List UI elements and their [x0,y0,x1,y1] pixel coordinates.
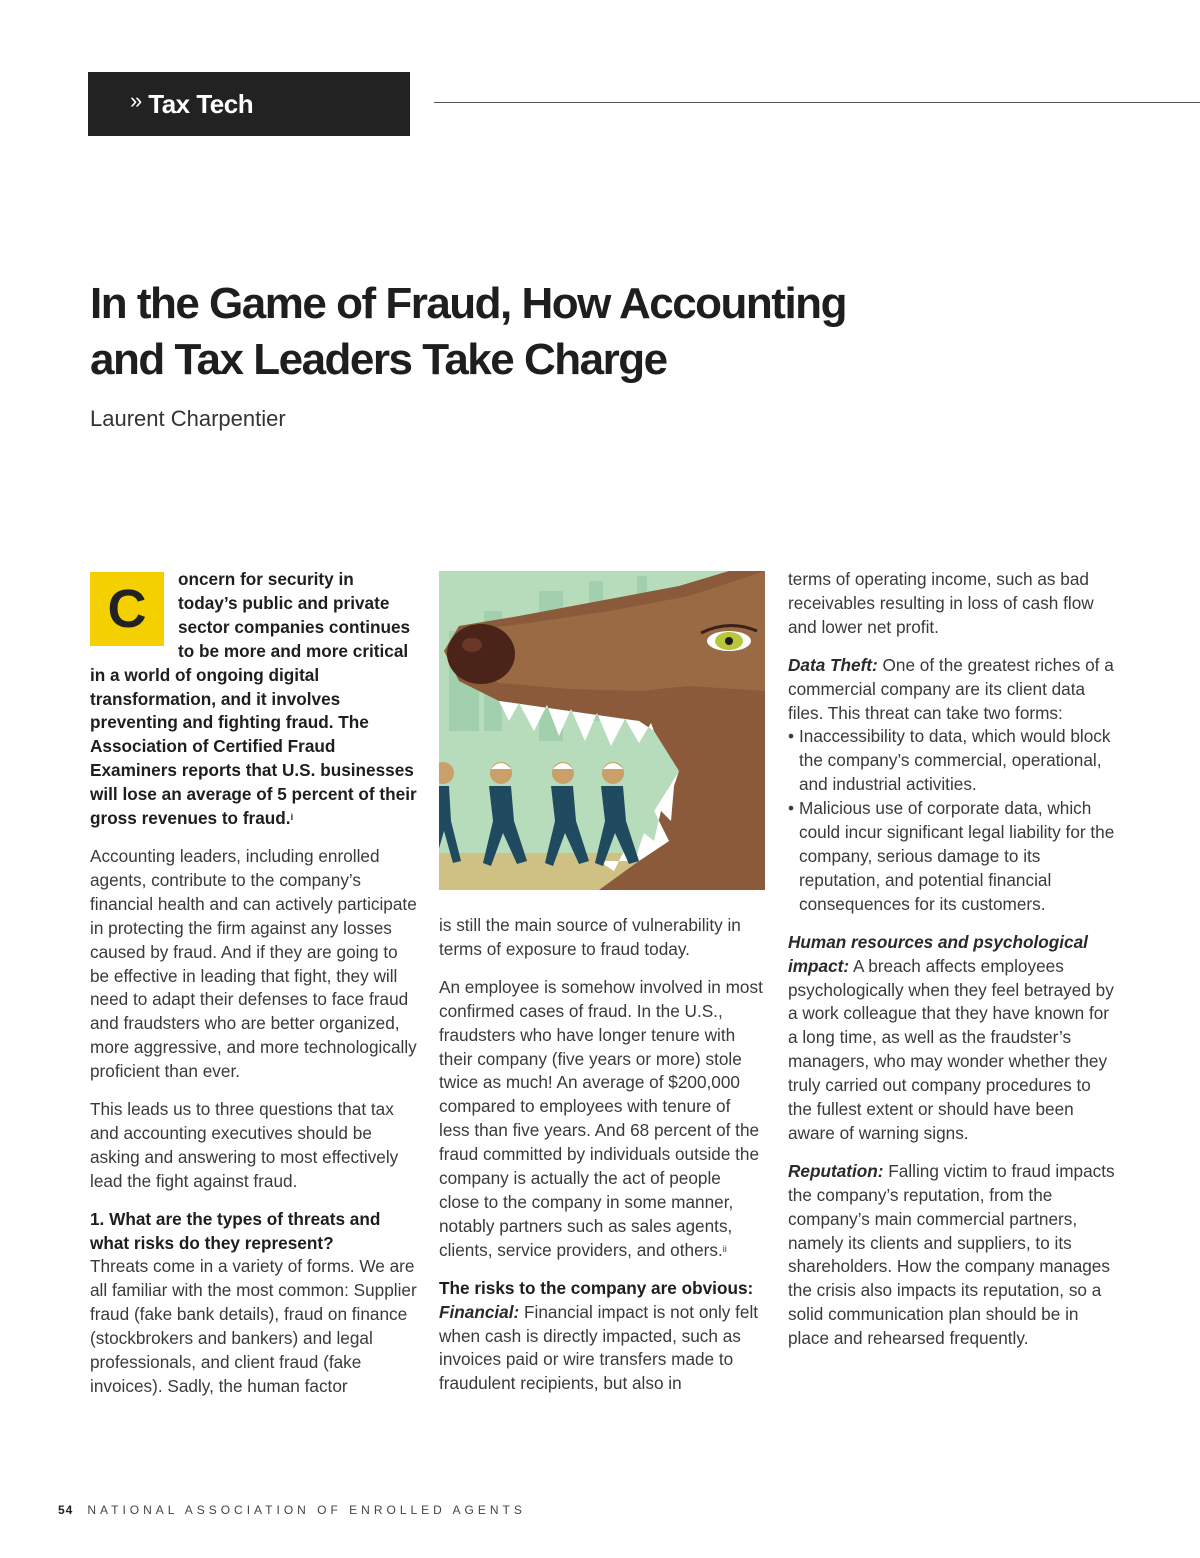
hr-label: Human resources and psychological impact: [788,931,1088,976]
column-2 [439,914,765,1410]
body-paragraph [439,976,765,1263]
reputation-block [788,1160,1118,1351]
hr-text: A breach affects employees psychologically when they feel betrayed by a work colleague that they have known for a long time, as well as the fraudster’s managers, who may wonder whether they truly carried out company procedures to the fullest extent or should have been aware of warning signs. [788,955,1114,1143]
financial-label: Financial: [439,1301,520,1322]
list-item [788,797,1118,917]
body-paragraph: This leads us to three questions that tax and accounting executives should be asking and answering to most effectively lead the fight against fraud. [90,1099,399,1191]
list-item [788,725,1118,797]
question-heading: 1. What are the types of threats and what risks do they represent? [90,1208,381,1253]
column-3 [788,568,1118,1365]
column-1 [90,568,418,1413]
data-theft-block [788,654,1118,726]
data-theft-label: Data Theft: [788,654,878,675]
footnote-ref: ii [722,1243,727,1254]
footnote-ref: i [290,812,294,823]
question-text: Threats come in a variety of forms. We are all familiar with the most common: Supplier fraud (fake bank details), fraud on finance (stockbrokers and bankers) and legal professionals, and client fraud (fake invoices). Sadly, the human factor [90,1256,417,1396]
reputation-text: Falling victim to fraud impacts the company’s reputation, from the company’s main commercial partners, namely its clients and suppliers, to its shareholders. How the company manages the crisis also impacts its reputation, so a solid communication plan should be in place and rehearsed frequently. [788,1160,1115,1349]
data-theft-text: One of the greatest riches of a commercial company are its client data files. This threat can take two forms: [788,654,1114,723]
list-item-text: Malicious use of corporate data, which could incur significant legal liability for the company, serious damage to its reputation, and potential financial consequences for its customers. [799,798,1115,914]
title-line-1: In the Game of Fraud, How Accounting [90,279,846,328]
body-paragraph: terms of operating income, such as bad receivables resulting in loss of cash flow and lower net profit. [788,569,1094,637]
body-text: An employee is somehow involved in most confirmed cases of fraud. In the U.S., fraudsters who have longer tenure with their company (five years or more) stole twice as much! An average of $200,000 compared to employees with tenure of less than five years. And 68 percent of the fraud committed by individuals outside the company is actually the act of people close to the company in some manner, notably partners such as sales agents, clients, service providers, and others. [439,976,763,1260]
bullet-icon: • [788,726,795,747]
body-paragraph: is still the main source of vulnerability in terms of exposure to fraud today. [439,915,741,959]
lede-paragraph [90,568,418,831]
drop-cap: C [90,572,164,646]
wolf-illustration [439,571,765,890]
risks-heading: The risks to the company are obvious: [439,1277,754,1298]
body-paragraph: Accounting leaders, including enrolled agents, contribute to the company’s financial health and can actively participate in protecting the firm against any losses caused by fraud. And if they are going to be effective in leading that fight, they will need to adapt their defenses to face fraud and fraudsters who are better organized, more aggressive, and more technologically proficient than ever. [90,845,417,1082]
section-label: Tax Tech [148,88,254,119]
section-tab [88,72,410,136]
question-block [90,1208,418,1399]
chevron-icon: » [130,88,143,113]
title-line-2: and Tax Leaders Take Charge [90,335,667,384]
lede-text: oncern for security in today’s public and private sector companies continues to be more and more critical in a world of ongoing digital transformation, and it involves preventing and fighting fraud. The Association of Certified Fraud Examiners reports that U.S. businesses will lose an average of 5 percent of their gross revenues to fraud. [90,569,417,829]
list-item-text: Inaccessibility to data, which would block the company’s commercial, operational, and industrial activities. [799,726,1111,795]
header-rule [434,102,1200,103]
article-title [90,276,850,388]
bullet-list [788,725,1118,916]
bullet-icon: • [788,798,795,819]
page-footer [58,1503,526,1517]
reputation-label: Reputation: [788,1160,884,1181]
author-byline: Laurent Charpentier [90,406,286,431]
risks-block [439,1277,765,1397]
financial-text: Financial impact is not only felt when cash is directly impacted, such as invoices paid or wire transfers made to fraudulent recipients, but also in [439,1301,759,1394]
page-number: 54 [58,1503,74,1517]
hr-block [788,931,1118,1146]
publication-name: NATIONAL ASSOCIATION OF ENROLLED AGENTS [87,1503,526,1517]
